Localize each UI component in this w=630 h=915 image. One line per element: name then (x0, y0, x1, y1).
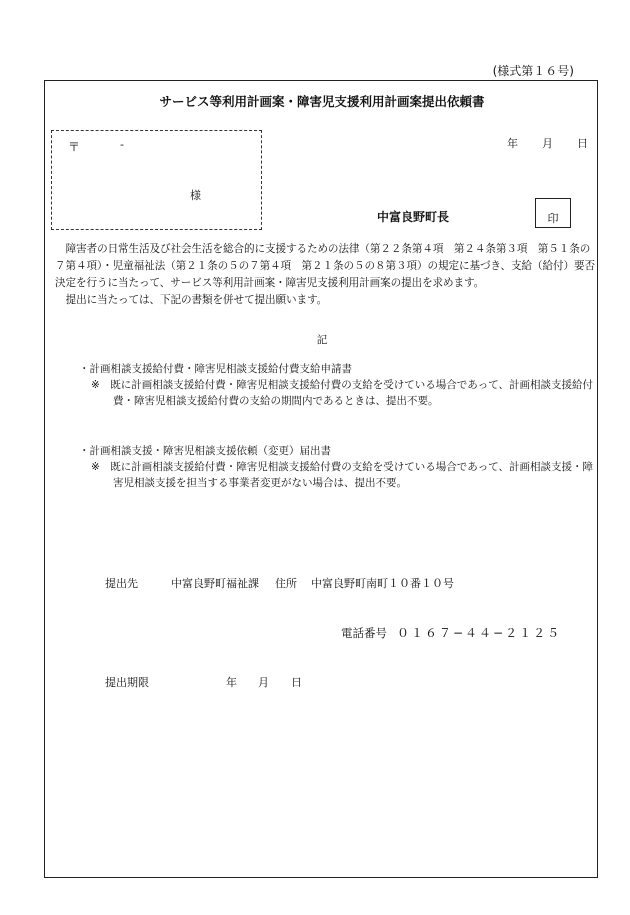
date-year-label: 年 (507, 137, 518, 150)
tel-number: ０１６７−４４−２１２５ (397, 626, 562, 640)
postal-dash: - (120, 138, 124, 151)
deadline-day-label: 日 (291, 676, 302, 689)
item-heading: ・計画相談支援給付費・障害児相談支援給付費支給申請書 (79, 363, 352, 375)
document-frame (44, 80, 598, 878)
deadline-label: 提出期限 (105, 676, 149, 689)
body-text (55, 241, 595, 309)
seal-box (535, 198, 571, 228)
form-number: (様式第１６号) (492, 64, 574, 78)
deadline-year-label: 年 (226, 676, 237, 689)
submission-address: 中富良野町南町１０番１０号 (311, 577, 454, 590)
body-paragraph-2: 提出に当たっては、下記の書類を併せて提出願います。 (65, 294, 328, 306)
postal-mark: 〒 (68, 140, 81, 154)
recipient-address-box (51, 130, 262, 230)
ki-heading: 記 (316, 334, 328, 346)
item-note: ※ 既に計画相談支援給付費・障害児相談支援給付費の支給を受けている場合であって、計画相談支援給付費・障害児相談支援給付費の支給の期間内であるときは、提出不要。 (91, 379, 593, 407)
recipient-honorific: 様 (190, 189, 201, 202)
required-document-item (79, 443, 599, 491)
body-paragraph-1: 障害者の日常生活及び社会生活を総合的に支援するための法律（第２２条第４項 第２４条第３項 第５１条の７第４項）・児童福祉法（第２１条の５の７第４項 第２１条の５の８第３項）の規定に基づき、支給（給付）要否決定を行うに当たって、サービス等利用計画案・障害児支援利用計画案の提出を求めます。 (55, 243, 595, 289)
deadline-month-label: 月 (258, 676, 269, 689)
date-day-label: 日 (577, 137, 588, 150)
submission-destination: 中富良野町福祉課 (171, 577, 259, 590)
sender-name: 中富良野町長 (377, 210, 450, 224)
document-title: サービス等利用計画案・障害児支援利用計画案提出依頼書 (159, 94, 485, 109)
date-month-label: 月 (542, 137, 553, 150)
submission-label: 提出先 (105, 577, 138, 590)
submission-address-label: 住所 (275, 577, 297, 590)
required-document-item (79, 361, 599, 409)
item-note: ※ 既に計画相談支援給付費・障害児相談支援給付費の支給を受けている場合であって、計画相談支援・障害児相談支援を担当する事業者変更がない場合は、提出不要。 (91, 461, 593, 489)
seal-label: 印 (547, 212, 559, 225)
item-heading: ・計画相談支援・障害児相談支援依頼（変更）届出書 (79, 445, 331, 457)
tel-label: 電話番号 (341, 626, 387, 640)
